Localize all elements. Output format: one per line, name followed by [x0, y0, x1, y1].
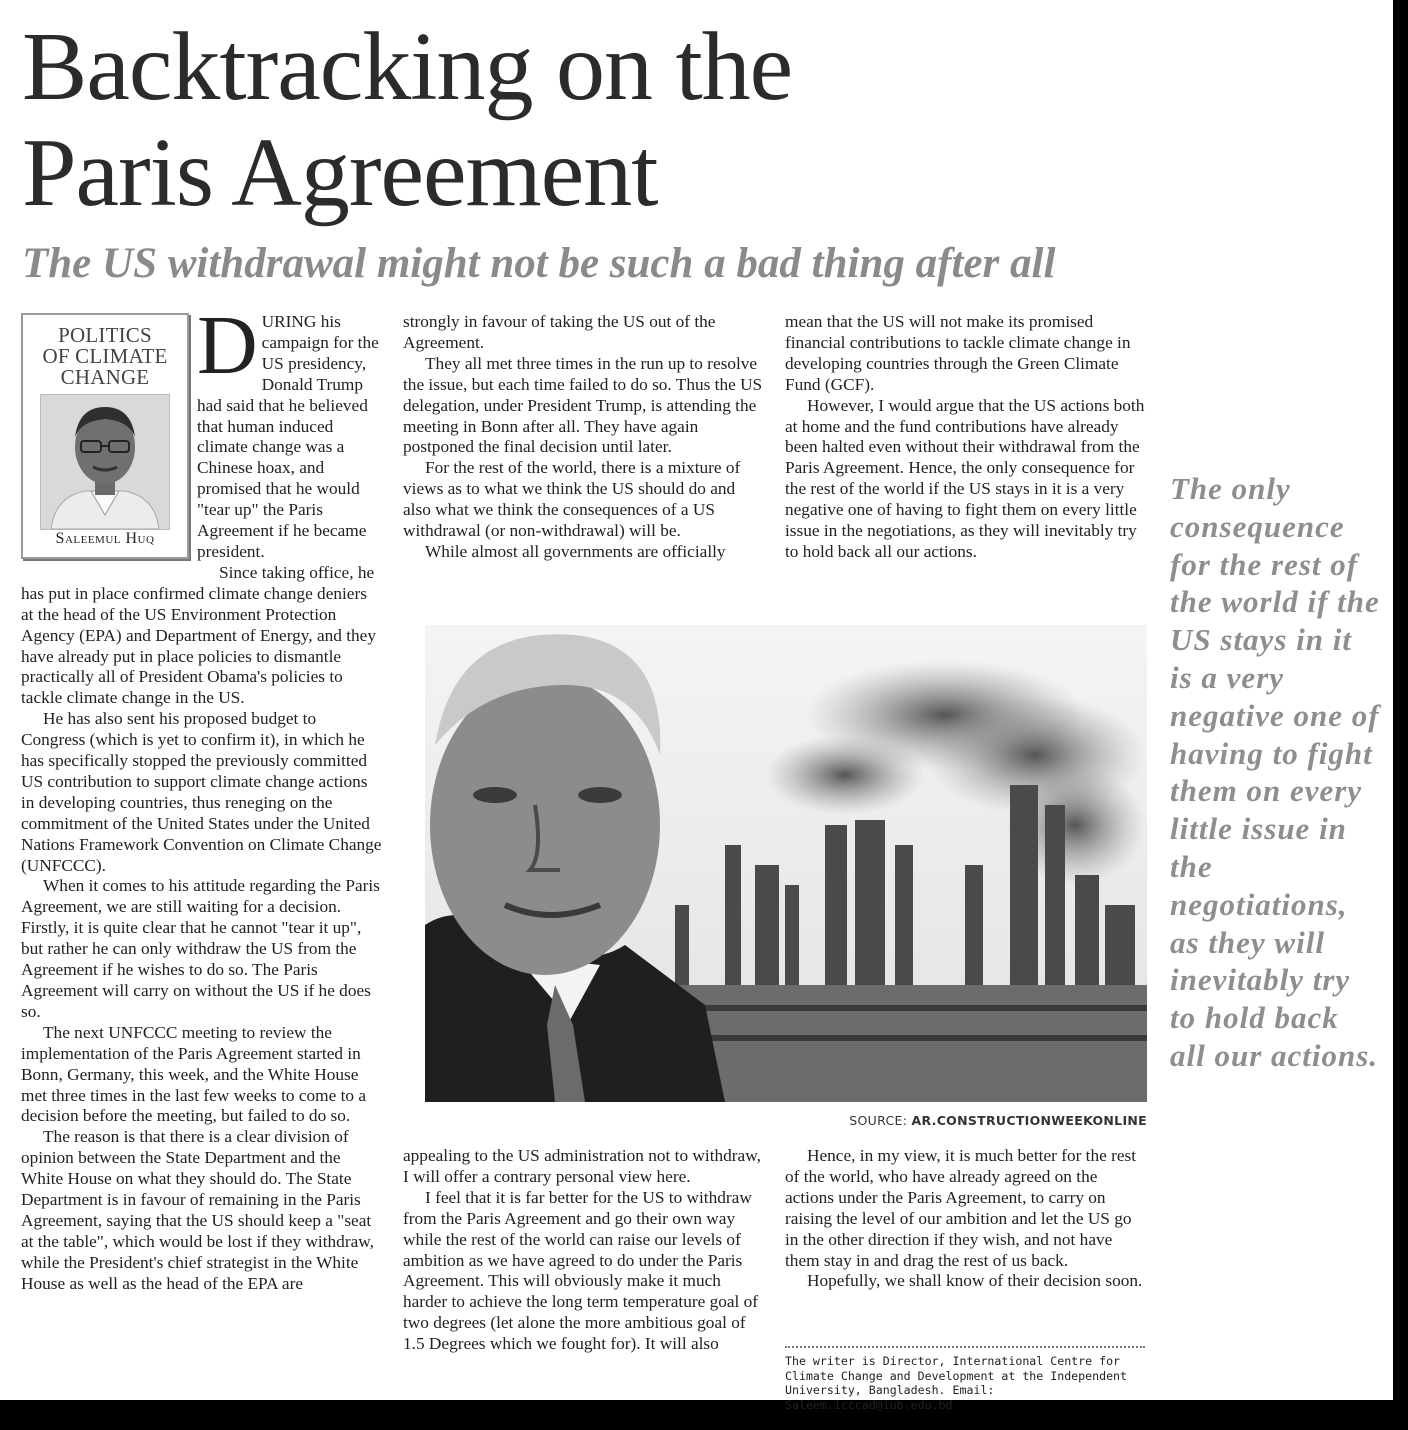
paragraph-4: When it comes to his attitude regarding the Paris Agreement, we are still waiting for a decision. Firstly, it is quite clear that he cannot "tear it up", but rather he can only withdraw the US from the Agreement if he wishes to do so. The Paris Agreement will carry on without the US if he does so.	[21, 876, 380, 1021]
paragraph-9: While almost all governments are officially	[425, 541, 726, 561]
subheadline: The US withdrawal might not be such a bad thing after all	[22, 240, 1056, 287]
article-column-3-bottom	[785, 1146, 1147, 1292]
paragraph-10: I feel that it is far better for the US to withdraw from the Paris Agreement and go their own way while the rest of the world can raise our levels of ambition as we have agreed to do under the Paris Agreement. This will obviously make it much harder to achieve the long term temperature goal of two degrees (let alone the more ambitious goal of 1.5 Degrees which we fought for). It will also	[403, 1187, 759, 1354]
paragraph-7: They all met three times in the run up to resolve the issue, but each time failed to do so. Thus the US delegation, under President Trump, is attending the meeting in Bonn after all. They have again postponed the final decision until later.	[403, 353, 763, 457]
author-bio-note: The writer is Director, International Centre for Climate Change and Development at the Independent University, Bangladesh. Email: Saleem.icccad@iub.edu.bd	[785, 1354, 1128, 1412]
trump-refinery-illustration	[425, 625, 1147, 1102]
column-title-line-3: CHANGE	[60, 365, 150, 389]
paragraph-8: For the rest of the world, there is a mixture of views as to what we think the US should do and also what we think the consequences of a US withdrawal (or non-withdrawal) will be.	[403, 458, 741, 541]
article-column-2-top	[403, 312, 765, 563]
photo-credit-source: AR.CONSTRUCTIONWEEKONLINE	[911, 1113, 1147, 1128]
article-photo	[425, 625, 1147, 1102]
pull-quote: The only consequence for the rest of the world if the US stays in it is a very negative one of having to fight them on every little issue in the negotiations, as they will inevitably try to hold back all our actions.	[1170, 471, 1380, 1073]
paragraph-continued: appealing to the US administration not to withdraw, I will offer a contrary personal view here.	[403, 1146, 761, 1186]
paragraph-continued: mean that the US will not make its promised financial contributions to tackle climate change in developing countries through the Green Climate Fund (GCF).	[785, 312, 1131, 394]
article-column-3-top	[785, 312, 1147, 563]
headline	[22, 14, 1022, 226]
paragraph-3: He has also sent his proposed budget to Congress (which is yet to confirm it), in which he has specifically stopped the previously committed US contribution to support climate change actions in developing countries, thus reneging on the commitment of the United States under the United Nations Framework Convention on Climate Change (UNFCCC).	[21, 709, 382, 875]
paragraph-5: The next UNFCCC meeting to review the implementation of the Paris Agreement started in Bonn, Germany, this week, and the White House met three times in the last few weeks to come to a decision before the meeting, but failed to do so.	[21, 1022, 367, 1126]
column-title	[23, 325, 187, 388]
paragraph-2: Since taking office, he has put in place confirmed climate change deniers at the head of the US Environment Protection Agency (EPA) and Department of Energy, and they have already put in place policies to dismantle practically all of President Obama's policies to tackle climate change in the US.	[21, 562, 376, 708]
column-title-line-2: OF CLIMATE	[42, 344, 168, 368]
photo-credit	[425, 1113, 1147, 1128]
paragraph-12: However, I would argue that the US actions both at home and the fund contributions have already been halted even without their withdrawal from the Paris Agreement. Hence, the only consequence for the rest of the world if the US stays in it is a very negative one of having to fight them on every little issue in the negotiations, as they will inevitably try to hold back all our actions.	[785, 395, 1145, 561]
photo-credit-prefix: SOURCE:	[849, 1113, 908, 1128]
column-byline-box	[21, 313, 189, 559]
drop-cap: D	[197, 299, 258, 392]
headline-line-1: Backtracking on the	[22, 13, 793, 121]
column-title-line-1: POLITICS	[58, 323, 152, 347]
paragraph-14: Hopefully, we shall know of their decision soon.	[807, 1271, 1143, 1291]
paragraph-13: Hence, in my view, it is much better for the rest of the world, who have already agreed on the actions under the Paris Agreement, to carry on raising the level of our ambition and let the US go in the other direction if they wish, and not have them stay in and drag the rest of us back.	[785, 1146, 1137, 1270]
headline-line-2: Paris Agreement	[22, 119, 658, 227]
author-portrait	[40, 394, 170, 530]
paragraph-6: The reason is that there is a clear division of opinion between the State Department and the White House on what they should do. The State Department is in favour of remaining in the Paris Agreement, saying that the US should keep a "seat at the table", which would be lost if they withdraw, while the President's chief strategist in the White House as well as the head of the EPA are	[21, 1127, 374, 1293]
article-column-1	[21, 299, 383, 1295]
divider	[785, 1346, 1145, 1348]
article-column-2-bottom	[403, 1146, 765, 1355]
paragraph-1-text: URING his campaign for the US presidency, Donald Trump had said that he believed that human induced climate change was a Chinese hoax, and promised that he would "tear up" the Paris Agreement if he became president.	[197, 312, 379, 561]
author-name: Saleemul Huq	[55, 530, 155, 548]
paragraph-continued: strongly in favour of taking the US out of the Agreement.	[403, 312, 716, 352]
